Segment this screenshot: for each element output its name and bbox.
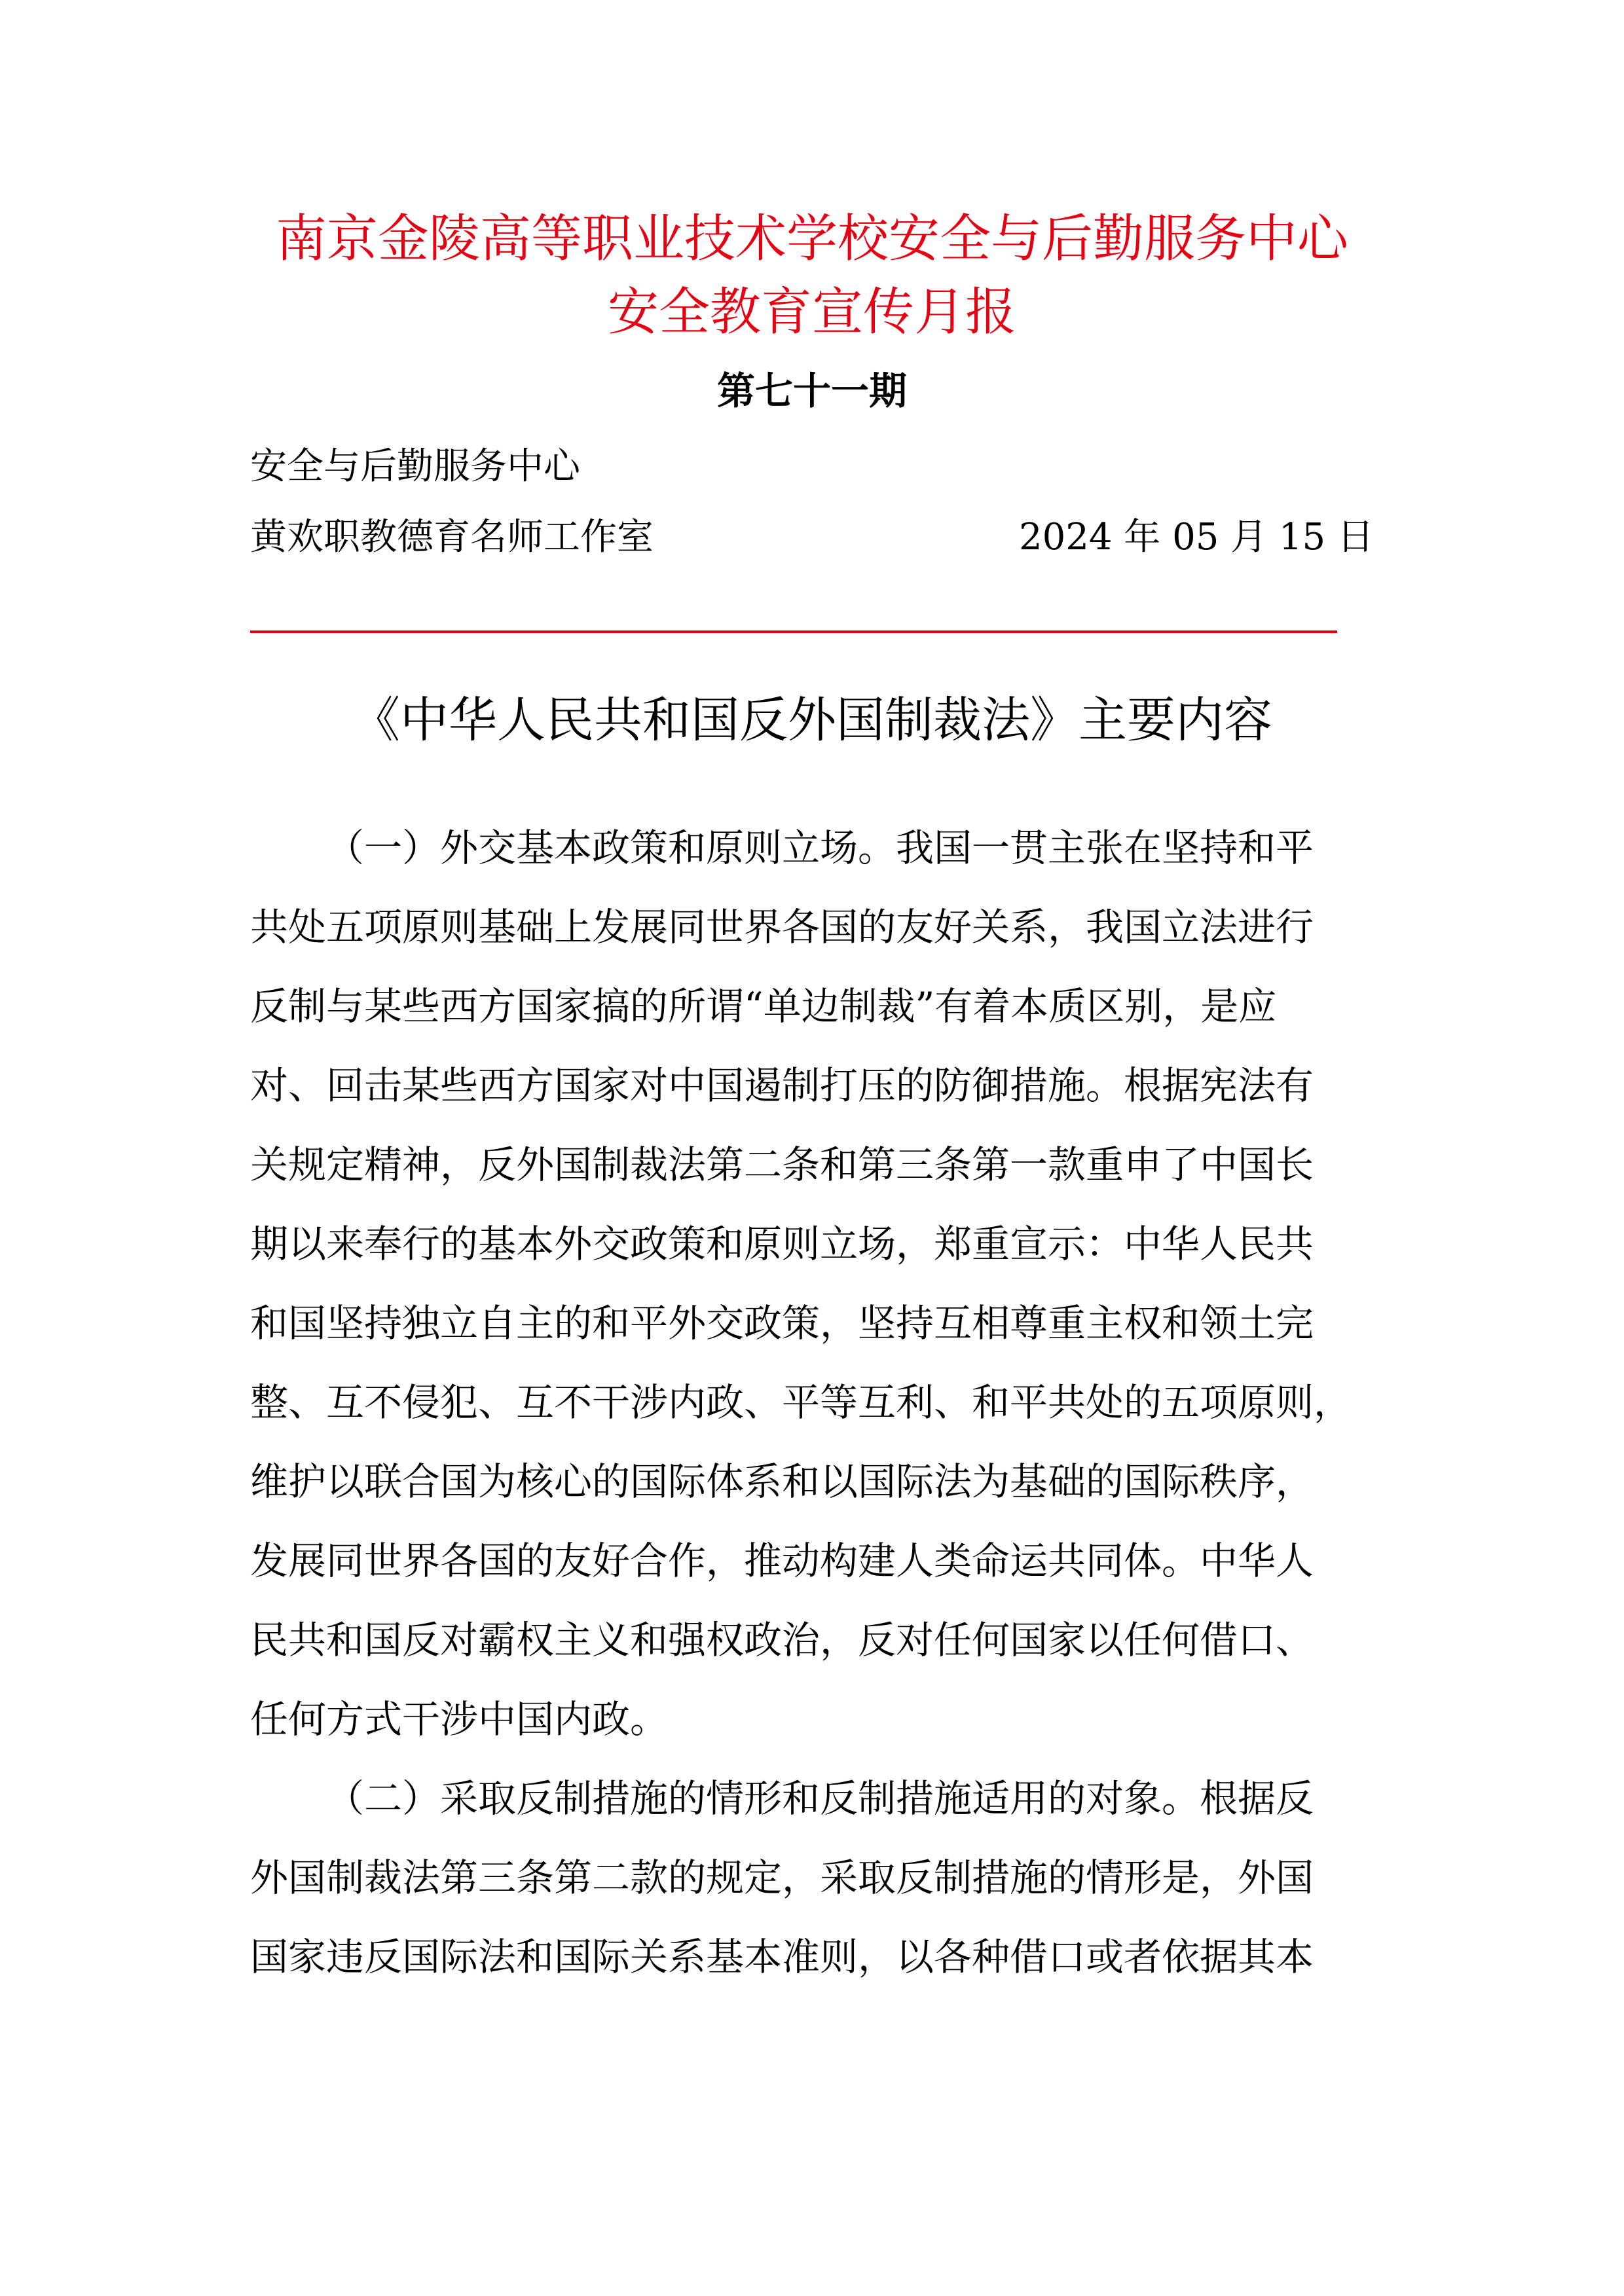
publish-date: 2024 年 05 月 15 日 [1018, 516, 1374, 558]
article-body [250, 809, 1376, 1997]
body-line: 维护以联合国为核心的国际体系和以国际法为基础的国际秩序， [250, 1459, 1314, 1504]
newsletter-title-line1: 南京金陵高等职业技术学校安全与后勤服务中心 [275, 210, 1348, 268]
body-line: 民共和国反对霸权主义和强权政治，反对任何国家以任何借口、 [250, 1618, 1314, 1662]
body-line: 和国坚持独立自主的和平外交政策，坚持互相尊重主权和领土完 [250, 1301, 1314, 1345]
studio-name: 黄欢职教德育名师工作室 [250, 516, 654, 558]
department-name: 安全与后勤服务中心 [250, 445, 580, 488]
header-divider [250, 630, 1337, 633]
issue-number: 第七十一期 [716, 369, 907, 413]
body-line: 关规定精神，反外国制裁法第二条和第三条第一款重申了中国长 [250, 1142, 1314, 1187]
newsletter-title-line2: 安全教育宣传月报 [607, 283, 1016, 342]
body-line: 任何方式干涉中国内政。 [250, 1697, 669, 1741]
body-line: 期以来奉行的基本外交政策和原则立场，郑重宣示：中华人民共 [250, 1222, 1314, 1266]
body-line: 发展同世界各国的友好合作，推动构建人类命运共同体。中华人 [250, 1539, 1314, 1583]
article-title: 《中华人民共和国反外国制裁法》主要内容 [352, 692, 1272, 748]
body-line: 反制与某些西方国家搞的所谓“单边制裁”有着本质区别，是应 [250, 984, 1277, 1029]
body-line: （一）外交基本政策和原则立场。我国一贯主张在坚持和平 [326, 826, 1314, 870]
body-line: （二）采取反制措施的情形和反制措施适用的对象。根据反 [326, 1776, 1314, 1821]
body-line: 对、回击某些西方国家对中国遏制打压的防御措施。根据宪法有 [250, 1063, 1314, 1108]
body-line: 共处五项原则基础上发展同世界各国的友好关系，我国立法进行 [250, 905, 1314, 949]
body-line: 国家违反国际法和国际关系基本准则，以各种借口或者依据其本 [250, 1935, 1314, 1979]
body-line: 外国制裁法第三条第二款的规定，采取反制措施的情形是，外国 [250, 1855, 1314, 1900]
body-line: 整、互不侵犯、互不干涉内政、平等互利、和平共处的五项原则， [250, 1380, 1352, 1425]
